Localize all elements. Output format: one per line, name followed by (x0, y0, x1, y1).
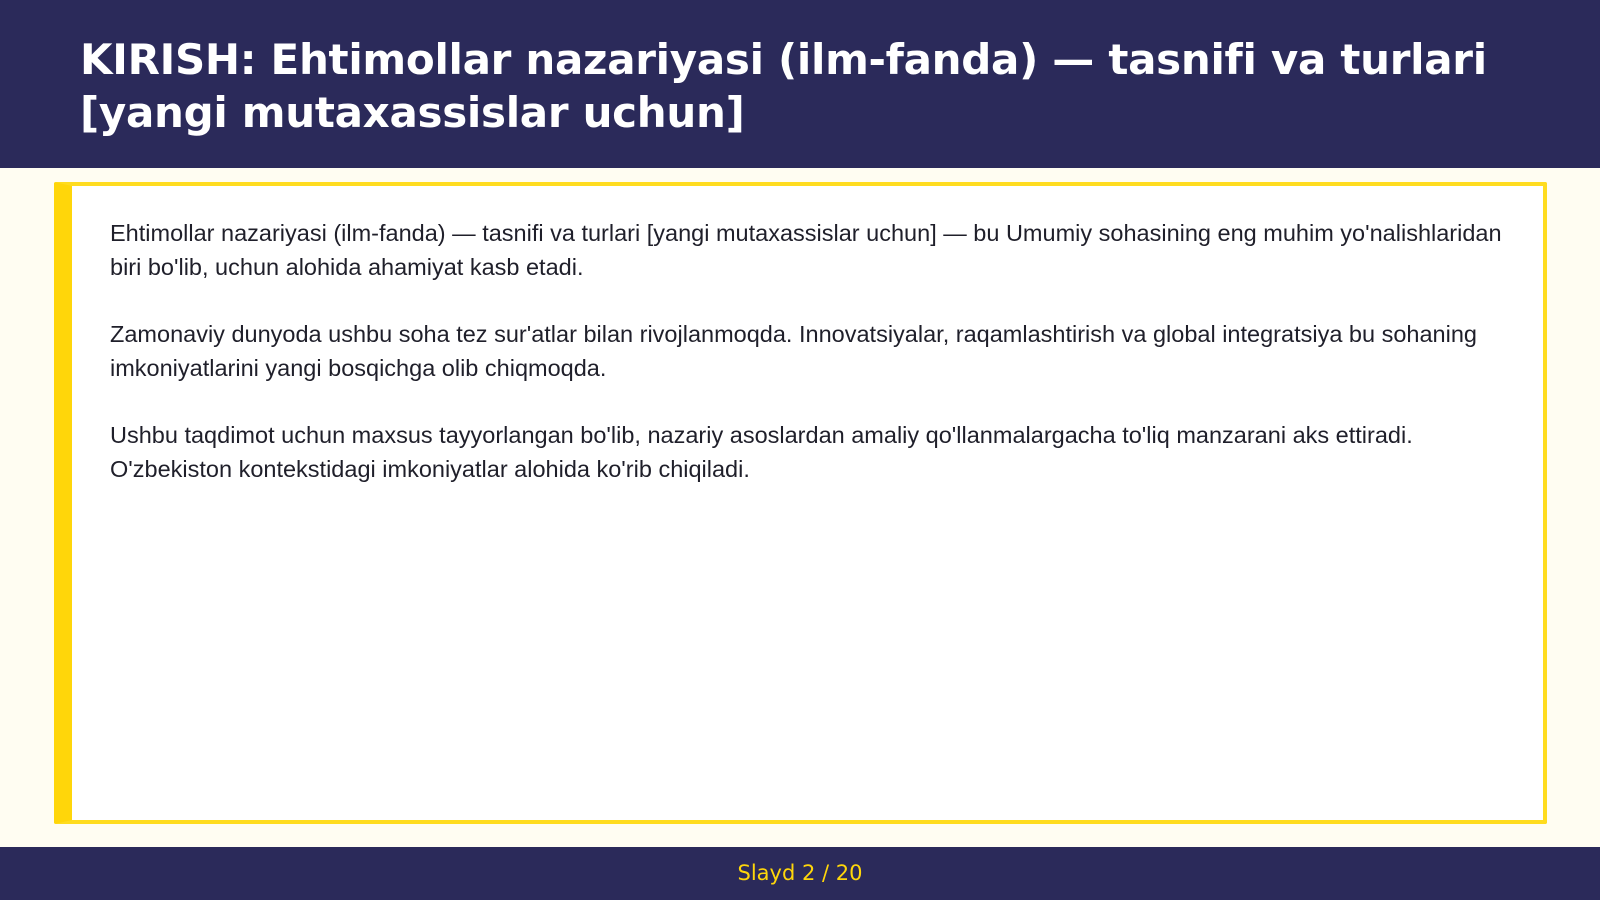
content-box (54, 182, 1547, 824)
slide-header (0, 0, 1600, 168)
intro-paragraph: Ehtimollar nazariyasi (ilm-fanda) — tasnifi va turlari [yangi mutaxassislar uchun] — bu Umumiy sohasining eng muhim yo'nalishlaridan biri bo'lib, uchun alohida ahamiyat kasb etadi. (110, 220, 1502, 280)
slide-footer (0, 847, 1600, 900)
slide-title: KIRISH: Ehtimollar nazariyasi (ilm-fanda) — tasnifi va turlari [yangi mutaxassislar uchun] (80, 35, 1487, 137)
slide-counter: Slayd 2 / 20 (737, 861, 863, 885)
presentation-purpose-paragraph: Ushbu taqdimot uchun maxsus tayyorlangan bo'lib, nazariy asoslardan amaliy qo'llanmalargacha to'liq manzarani aks ettiradi. O'zbekiston kontekstidagi imkoniyatlar alohida ko'rib chiqiladi. (110, 422, 1413, 482)
modern-world-paragraph: Zamonaviy dunyoda ushbu soha tez sur'atlar bilan rivojlanmoqda. Innovatsiyalar, raqamlashtirish va global integratsiya bu sohaning imkoniyatlarini yangi bosqichga olib chiqmoqda. (110, 321, 1477, 381)
